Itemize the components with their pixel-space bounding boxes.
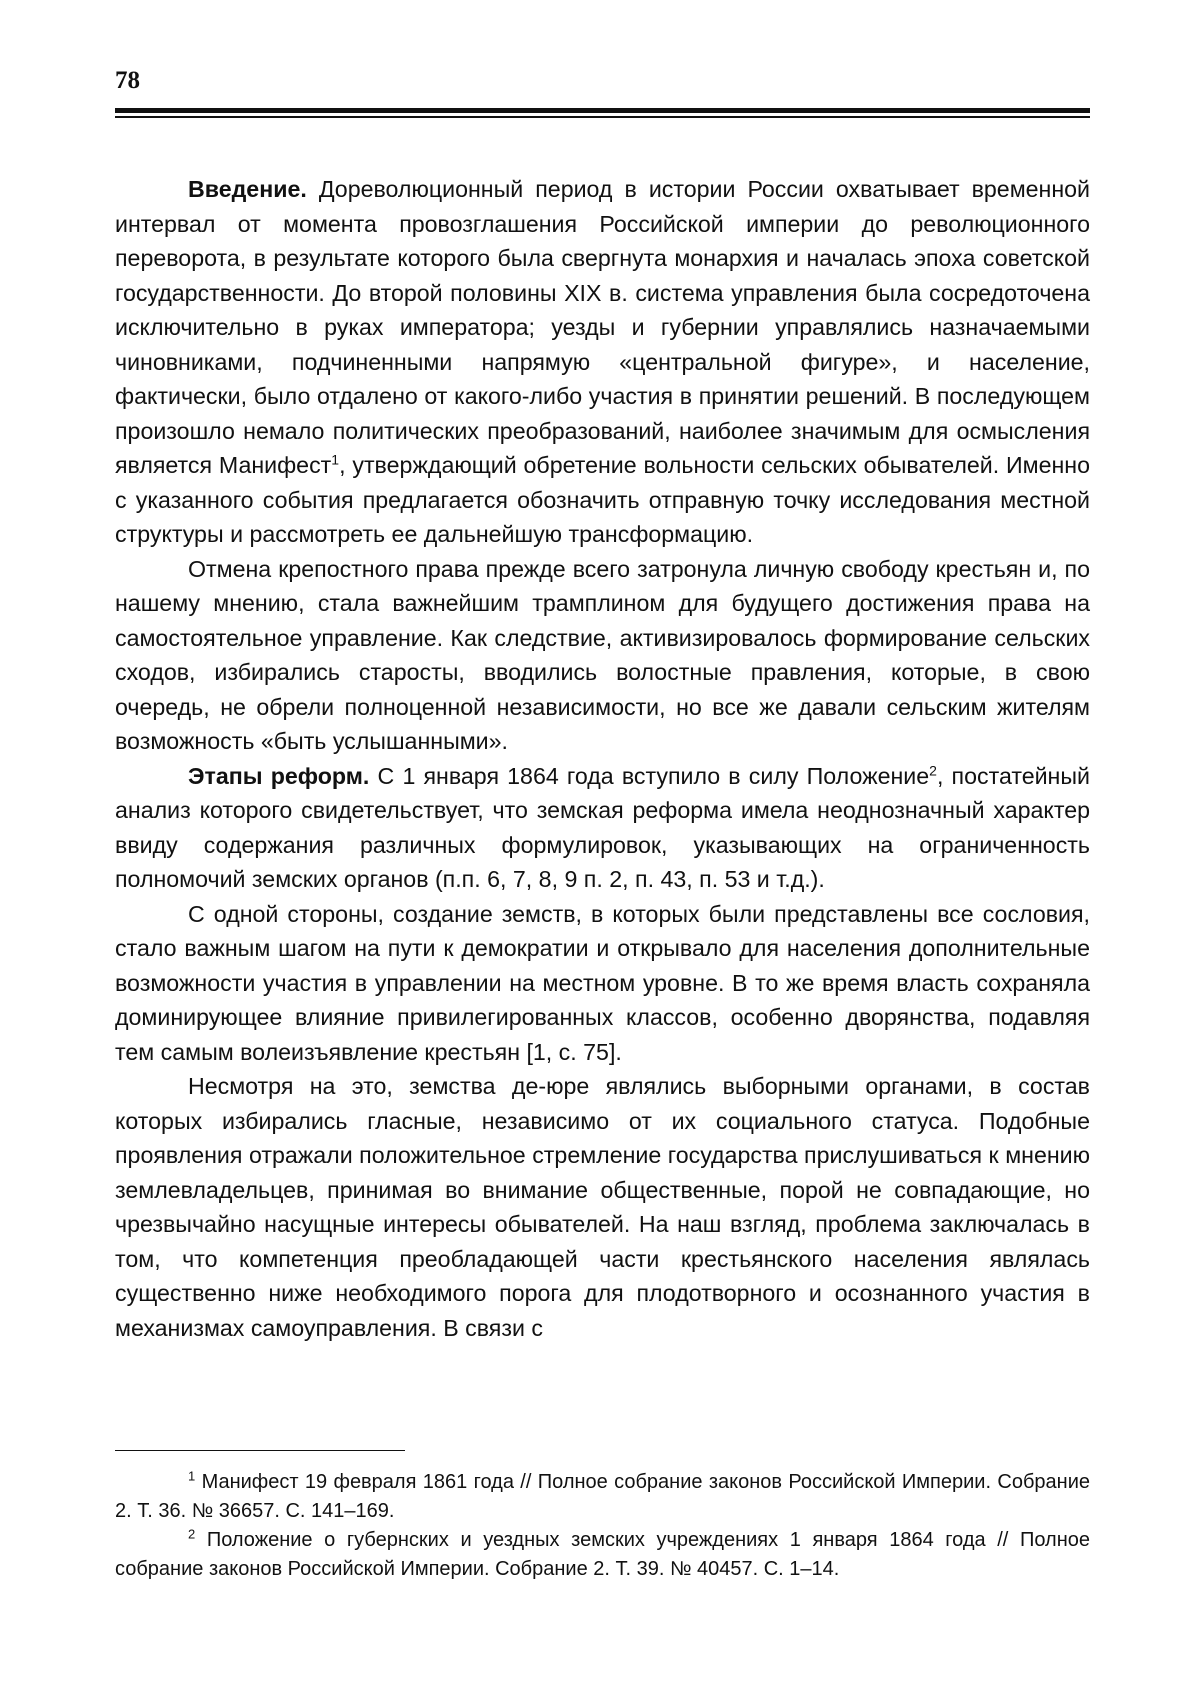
paragraph-reform-stages <box>115 759 1090 897</box>
body-text <box>115 172 1090 1345</box>
footnote-1 <box>115 1468 1090 1526</box>
header-rule-thin <box>115 116 1090 118</box>
paragraph-text: Дореволюционный период в истории России охватывает временной интервал от момента провозглашения Российской империи до революционного переворота, в результате которого была свергнута монархия и началась эпоха советской государственности. До второй половины XIX в. система управления была сосредоточена исключительно в руках императора; уезды и губернии управлялись назначаемыми чиновниками, подчиненными напрямую «центральной фигуре», и население, фактически, было отдалено от какого-либо участия в принятии решений. В последующем произошло немало политических преобразований, наиболее значимым для осмысления является Манифест <box>115 176 1090 478</box>
paragraph-elected-bodies <box>115 1069 1090 1345</box>
footnote-ref-1[interactable]: 1 <box>331 451 340 468</box>
footnote-ref-2[interactable]: 2 <box>929 761 937 778</box>
footnote-text: Манифест 19 февраля 1861 года // Полное собрание законов Российской Империи. Собрание 2. Т. 36. № 36657. С. 141–169. <box>115 1471 1090 1522</box>
section-heading-introduction: Введение. <box>188 176 307 202</box>
paragraph-zemstvo <box>115 897 1090 1070</box>
page-number: 78 <box>115 67 140 94</box>
paragraph-text: С 1 января 1864 года вступило в силу Положение <box>369 762 930 789</box>
footnotes <box>115 1468 1090 1584</box>
footnote-separator <box>115 1450 405 1451</box>
paragraph-text: , утверждающий обретение вольности сельских обывателей. Именно с указанного события предлагается обозначить отправную точку исследования местной структуры и рассмотреть ее дальнейшую трансформацию. <box>115 452 1091 547</box>
footnote-mark-2: 2 <box>188 1526 196 1542</box>
paragraph-text: Отмена крепостного права прежде всего затронула личную свободу крестьян и, по нашему мнению, стала важнейшим трамплином для будущего достижения права на самостоятельное управление. Как следствие, активизировалось формирование сельских сходов, избирались старосты, вводились волостные правления, которые, в свою очередь, не обрели полноценной независимости, но все же давали сельским жителям возможность «быть услышанными». <box>115 555 1090 754</box>
header-rule-thick <box>115 108 1090 113</box>
paragraph-introduction <box>115 172 1090 552</box>
footnote-text: Положение о губернских и уездных земских учреждениях 1 января 1864 года // Полное собрание законов Российской Империи. Собрание 2. Т. 39. № 40457. С. 1–14. <box>115 1529 1090 1580</box>
paragraph-text: , постатейный анализ которого свидетельствует, что земская реформа имела неоднозначный характер ввиду содержания различных формулировок, указывающих на ограниченность полномочий земских органов (п.п. 6, 7, 8, 9 п. 2, п. 43, п. 53 и т.д.). <box>115 762 1090 892</box>
footnote-2 <box>115 1526 1090 1584</box>
paragraph-text: С одной стороны, создание земств, в которых были представлены все сословия, стало важным шагом на пути к демократии и открывало для населения дополнительные возможности участия в управлении на местном уровне. В то же время власть сохраняла доминирующее влияние привилегированных классов, особенно дворянства, подавляя тем самым волеизъявление крестьян [1, с. 75]. <box>115 900 1090 1065</box>
paragraph-text: Несмотря на это, земства де-юре являлись выборными органами, в состав которых избирались гласные, независимо от их социального статуса. Подобные проявления отражали положительное стремление государства прислушиваться к мнению землевладельцев, принимая во внимание общественные, порой не совпадающие, но чрезвычайно насущные интересы обывателей. На наш взгляд, проблема заключалась в том, что компетенция преобладающей части крестьянского населения являлась существенно ниже необходимого порога для плодотворного и осознанного участия в механизмах самоуправления. В связи с <box>115 1073 1090 1341</box>
section-heading-reform-stages: Этапы реформ. <box>188 762 370 789</box>
paragraph-serfdom <box>115 552 1090 759</box>
footnote-mark-1: 1 <box>188 1468 196 1484</box>
